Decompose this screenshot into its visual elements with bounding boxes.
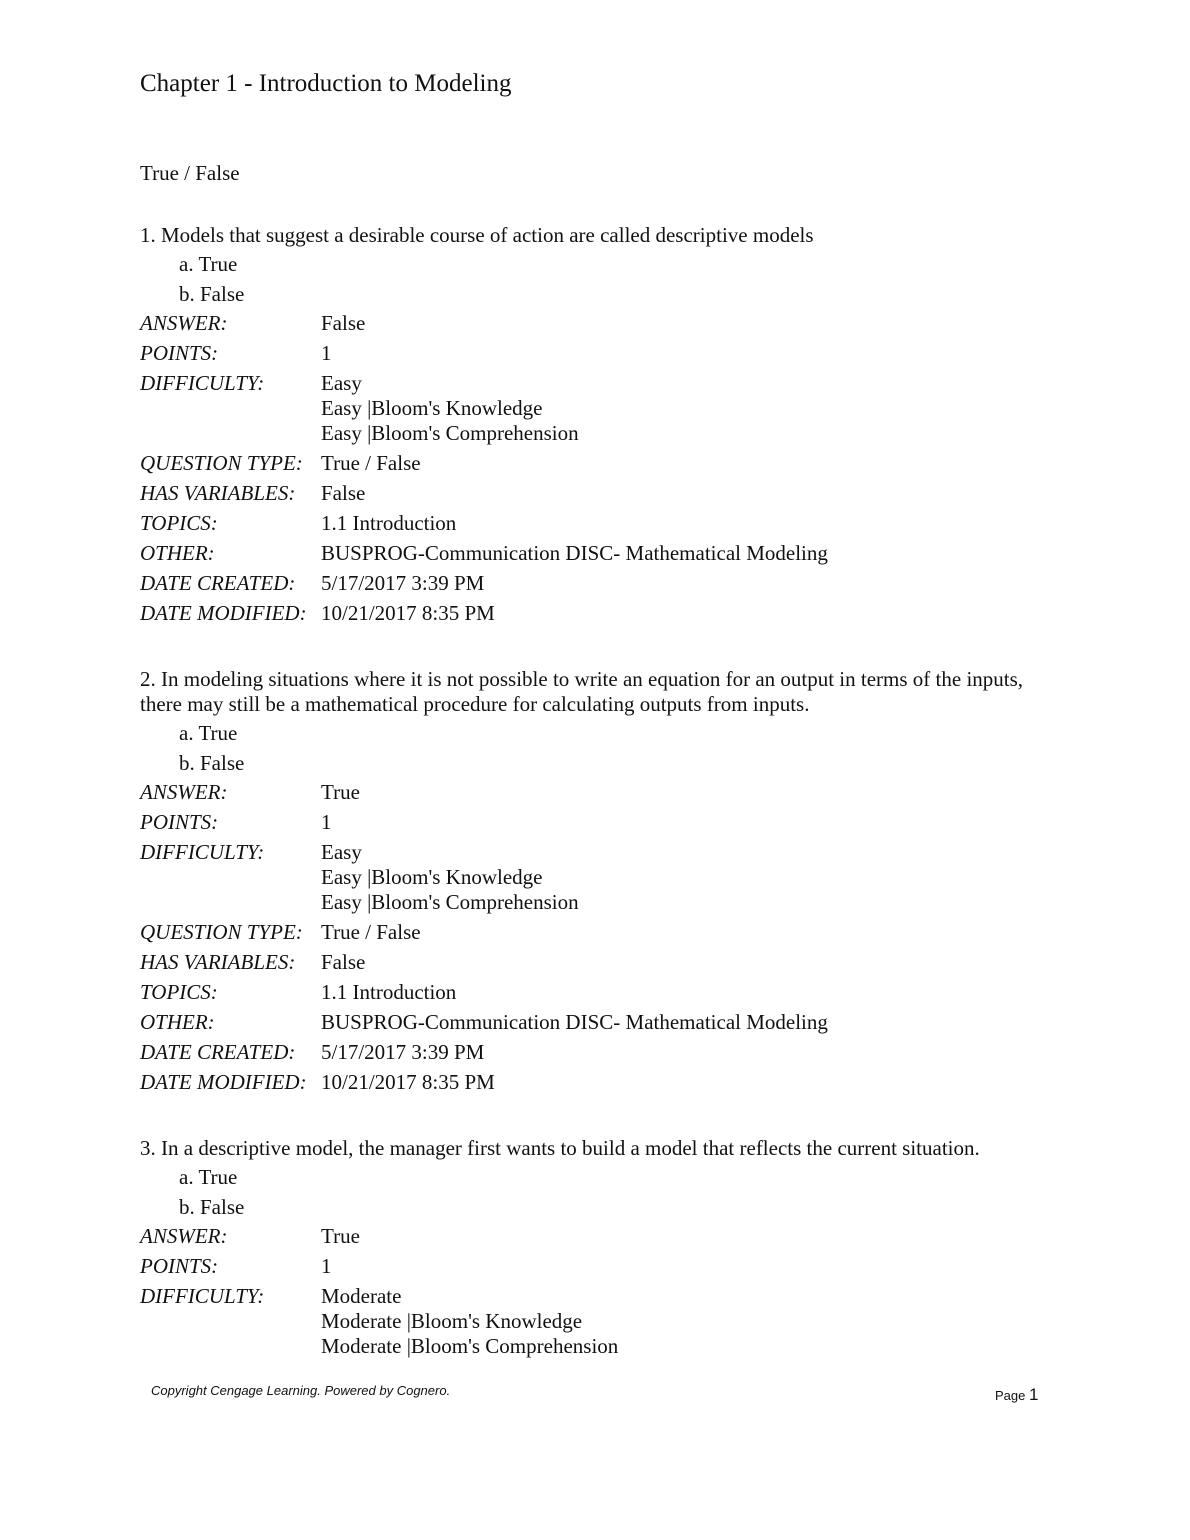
points-value: 1 — [321, 1254, 332, 1278]
choice-a: a. True — [179, 1165, 238, 1189]
question-2 — [140, 667, 1050, 1098]
has-variables-label: HAS VARIABLES: — [140, 950, 296, 974]
has-variables-value: False — [321, 950, 366, 974]
question-meta — [140, 1222, 1050, 1362]
points-label: POINTS: — [140, 1254, 219, 1278]
date-modified-value: 10/21/2017 8:35 PM — [321, 1070, 495, 1094]
question-1 — [140, 223, 1050, 629]
topics-value: 1.1 Introduction — [321, 980, 457, 1004]
answer-label: ANSWER: — [140, 1224, 228, 1248]
difficulty-label: DIFFICULTY: — [140, 840, 265, 864]
date-created-label: DATE CREATED: — [140, 1040, 296, 1064]
question-type-value: True / False — [321, 451, 421, 475]
question-type-value: True / False — [321, 920, 421, 944]
difficulty-label: DIFFICULTY: — [140, 1284, 265, 1308]
difficulty-value — [321, 369, 1050, 449]
date-modified-value: 10/21/2017 8:35 PM — [321, 601, 495, 625]
page-indicator — [995, 1385, 1038, 1405]
difficulty-line: Moderate — [321, 1284, 402, 1308]
difficulty-line: Easy — [321, 371, 362, 395]
date-created-label: DATE CREATED: — [140, 571, 296, 595]
answer-label: ANSWER: — [140, 311, 228, 335]
difficulty-line: Easy — [321, 840, 362, 864]
date-modified-label: DATE MODIFIED: — [140, 601, 307, 625]
points-value: 1 — [321, 810, 332, 834]
page-label: Page — [995, 1388, 1026, 1403]
difficulty-line: Easy |Bloom's Comprehension — [321, 421, 579, 445]
topics-label: TOPICS: — [140, 511, 218, 535]
difficulty-line: Easy |Bloom's Knowledge — [321, 396, 543, 420]
chapter-title: Chapter 1 - Introduction to Modeling — [140, 70, 512, 97]
points-label: POINTS: — [140, 810, 219, 834]
date-created-value: 5/17/2017 3:39 PM — [321, 1040, 485, 1064]
choice-b: b. False — [179, 751, 245, 775]
other-label: OTHER: — [140, 541, 215, 565]
question-type-label: QUESTION TYPE: — [140, 920, 303, 944]
other-label: OTHER: — [140, 1010, 215, 1034]
difficulty-line: Moderate |Bloom's Comprehension — [321, 1334, 619, 1358]
date-modified-label: DATE MODIFIED: — [140, 1070, 307, 1094]
answer-value: True — [321, 780, 360, 804]
points-label: POINTS: — [140, 341, 219, 365]
topics-value: 1.1 Introduction — [321, 511, 457, 535]
answer-label: ANSWER: — [140, 780, 228, 804]
difficulty-line: Easy |Bloom's Comprehension — [321, 890, 579, 914]
other-value: BUSPROG-Communication DISC- Mathematical Modeling — [321, 541, 828, 565]
question-3 — [140, 1136, 1050, 1362]
choice-b: b. False — [179, 1195, 245, 1219]
difficulty-line: Moderate |Bloom's Knowledge — [321, 1309, 583, 1333]
question-meta — [140, 778, 1050, 1098]
topics-label: TOPICS: — [140, 980, 218, 1004]
question-stem: 1. Models that suggest a desirable course of action are called descriptive models — [140, 223, 814, 247]
question-stem: 2. In modeling situations where it is not possible to write an equation for an output in terms of the inputs, there may still be a mathematical procedure for calculating outputs from inputs. — [140, 667, 1024, 716]
choice-a: a. True — [179, 721, 238, 745]
answer-value: False — [321, 311, 366, 335]
difficulty-line: Easy |Bloom's Knowledge — [321, 865, 543, 889]
other-value: BUSPROG-Communication DISC- Mathematical Modeling — [321, 1010, 828, 1034]
section-heading: True / False — [140, 161, 240, 185]
question-stem: 3. In a descriptive model, the manager first wants to build a model that reflects the current situation. — [140, 1136, 980, 1160]
has-variables-label: HAS VARIABLES: — [140, 481, 296, 505]
question-meta — [140, 309, 1050, 629]
difficulty-value — [321, 838, 1050, 918]
choice-b: b. False — [179, 282, 245, 306]
date-created-value: 5/17/2017 3:39 PM — [321, 571, 485, 595]
difficulty-value — [321, 1282, 1050, 1362]
copyright-notice: Copyright Cengage Learning. Powered by Cognero. — [151, 1383, 451, 1398]
answer-value: True — [321, 1224, 360, 1248]
difficulty-label: DIFFICULTY: — [140, 371, 265, 395]
has-variables-value: False — [321, 481, 366, 505]
choice-a: a. True — [179, 252, 238, 276]
question-type-label: QUESTION TYPE: — [140, 451, 303, 475]
page-number: 1 — [1029, 1385, 1039, 1404]
points-value: 1 — [321, 341, 332, 365]
